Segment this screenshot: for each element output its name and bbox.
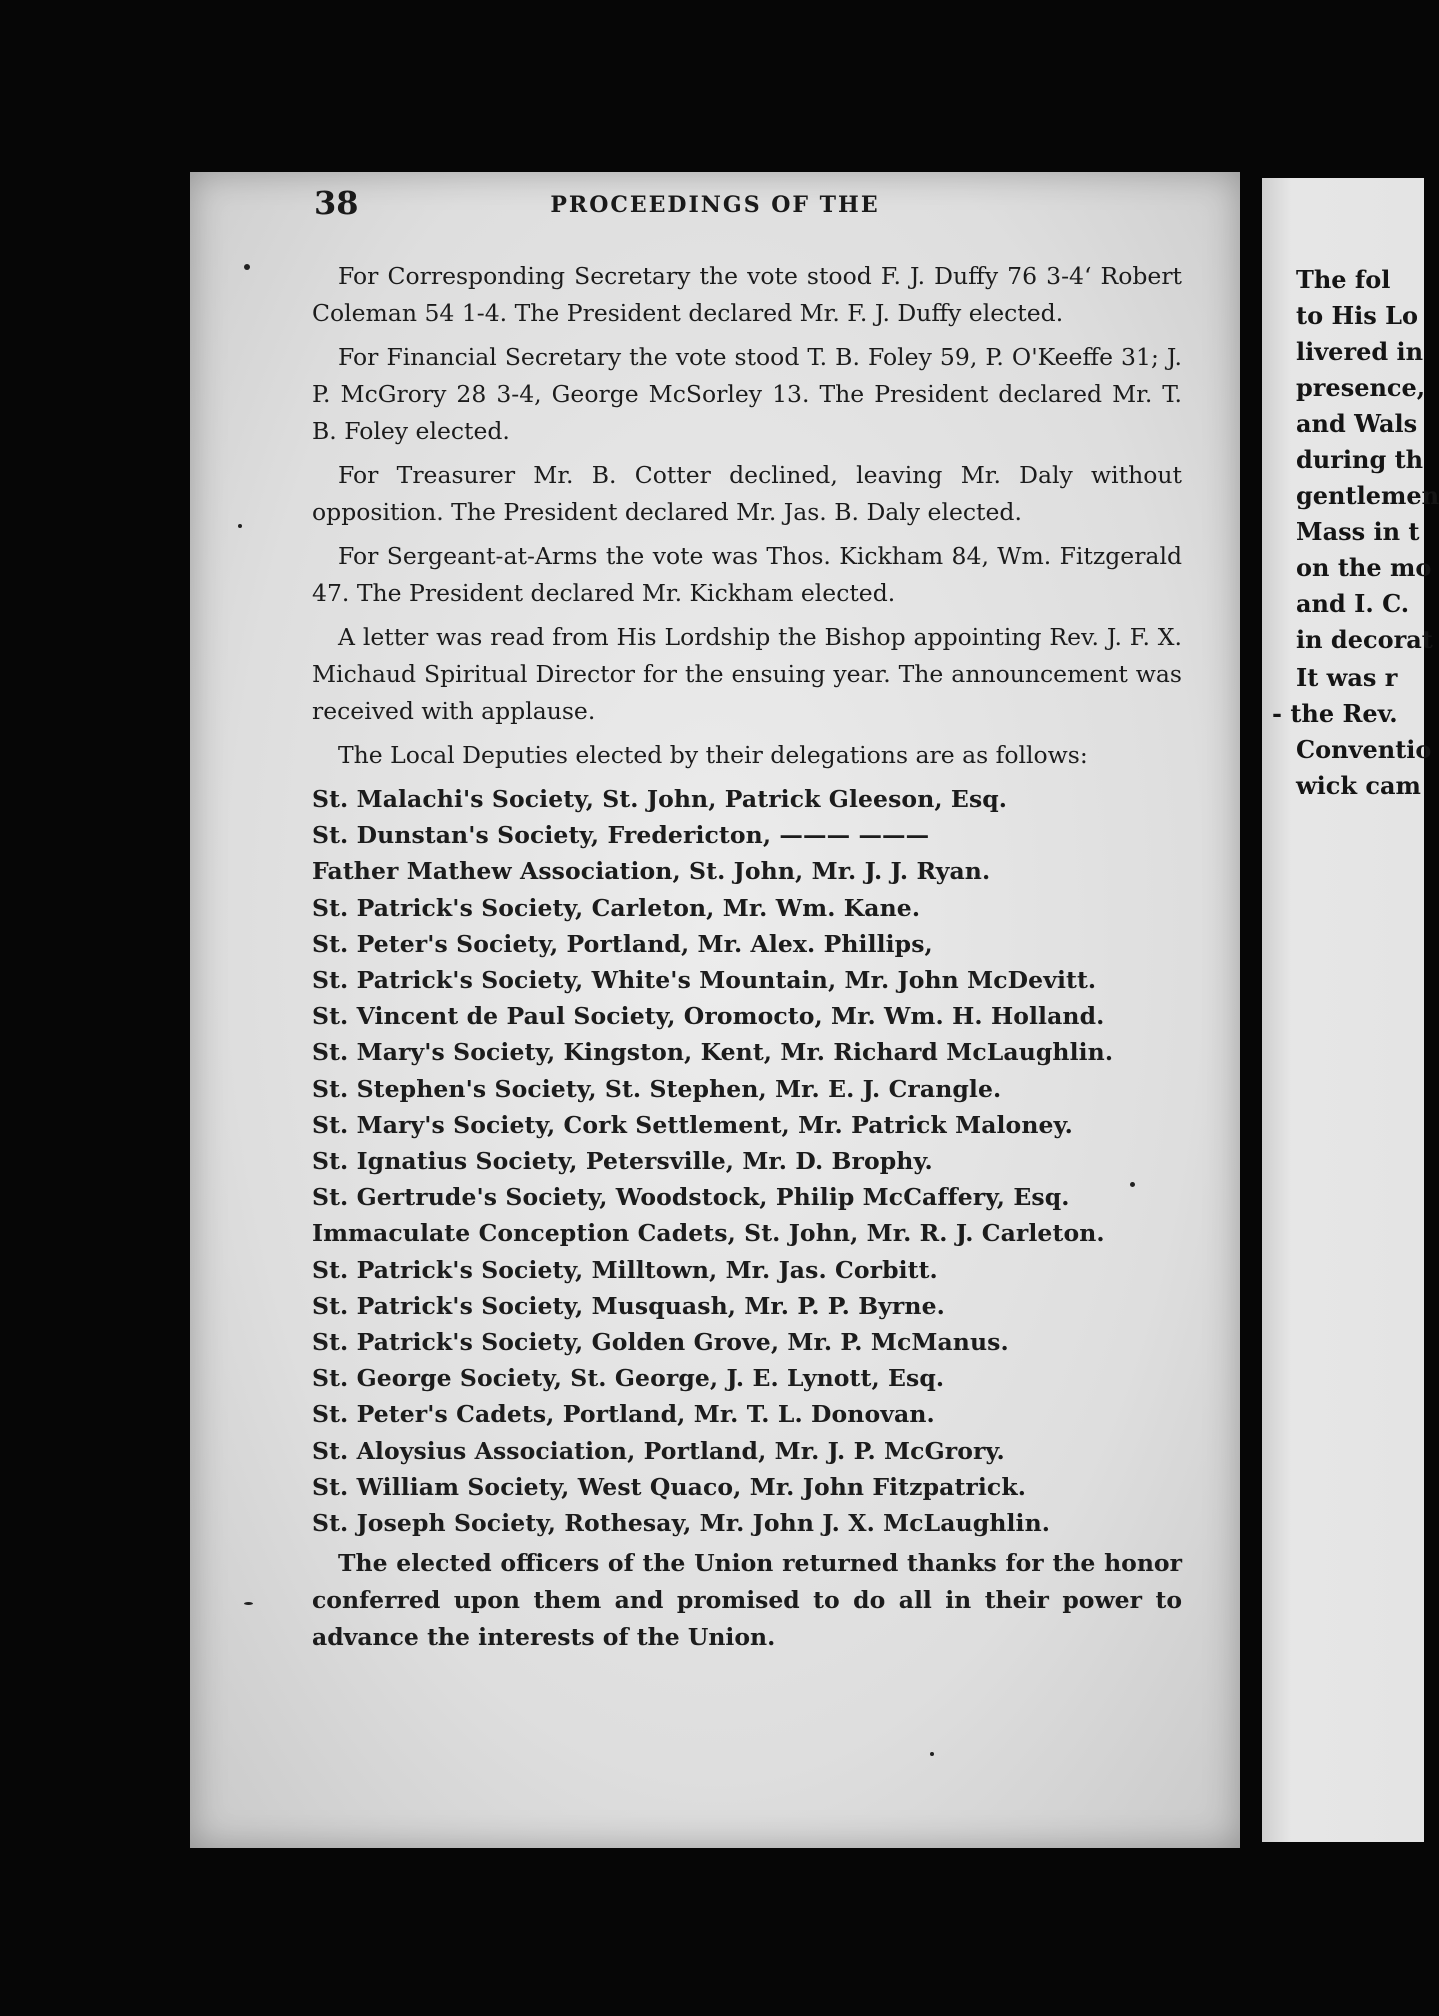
list-item: St. Mary's Society, Kingston, Kent, Mr. Richard McLaughlin.	[312, 1038, 1114, 1067]
list-item: St. Gertrude's Society, Woodstock, Philip McCaffery, Esq.	[312, 1183, 1070, 1212]
list-item: St. Patrick's Society, White's Mountain, Mr. John McDevitt.	[312, 966, 1097, 995]
body-text	[312, 258, 1182, 1656]
list-item: St. Mary's Society, Cork Settlement, Mr. Patrick Maloney.	[312, 1110, 1073, 1139]
list-item: St. Malachi's Society, St. John, Patrick Gleeson, Esq.	[312, 785, 1008, 813]
paragraph-local-deputies-intro: The Local Deputies elected by their delegations are as follows:	[338, 741, 1088, 769]
ink-speck	[244, 1602, 253, 1605]
list-item: St. Patrick's Society, Milltown, Mr. Jas. Corbitt.	[312, 1255, 938, 1284]
adjacent-line: - the Rev.	[1272, 699, 1398, 728]
paragraph-bishop-letter: A letter was read from His Lordship the Bishop appointing Rev. J. F. X. Michaud Spiritual Director for the ensuing year. The announcement was received with applause.	[312, 623, 1182, 725]
adjacent-line: Conventio	[1296, 735, 1432, 764]
adjacent-line: in decorat	[1296, 625, 1433, 654]
ink-speck	[930, 1752, 934, 1756]
list-item: Immaculate Conception Cadets, St. John, Mr. R. J. Carleton.	[312, 1219, 1105, 1248]
book-page	[190, 172, 1240, 1848]
adjacent-line: presence,	[1296, 373, 1426, 402]
deputies-list	[312, 781, 1182, 1541]
running-head	[190, 184, 1240, 228]
adjacent-line: to His Lo	[1296, 301, 1418, 330]
list-item: Father Mathew Association, St. John, Mr. J. J. Ryan.	[312, 857, 991, 886]
paragraph-financial-secretary: For Financial Secretary the vote stood T. B. Foley 59, P. O'Keeffe 31; J. P. McGrory 28 3-4, George McSorley 13. The President declared Mr. T. B. Foley elected.	[312, 343, 1182, 445]
list-item: St. Dunstan's Society, Fredericton, ——— ———	[312, 821, 930, 850]
list-item: St. Stephen's Society, St. Stephen, Mr. E. J. Crangle.	[312, 1074, 1002, 1103]
adjacent-line: It was r	[1296, 663, 1398, 692]
paragraph-treasurer: For Treasurer Mr. B. Cotter declined, leaving Mr. Daly without opposition. The President declared Mr. Jas. B. Daly elected.	[312, 461, 1182, 526]
ink-speck	[238, 524, 242, 528]
list-item: St. Peter's Cadets, Portland, Mr. T. L. Donovan.	[312, 1400, 935, 1429]
list-item: St. Peter's Society, Portland, Mr. Alex. Phillips,	[312, 929, 933, 958]
list-item: St. William Society, West Quaco, Mr. John Fitzpatrick.	[312, 1472, 1026, 1501]
list-item: St. Patrick's Society, Carleton, Mr. Wm. Kane.	[312, 893, 921, 922]
ink-speck	[1130, 1182, 1135, 1187]
adjacent-line: during th	[1296, 445, 1424, 474]
paragraph-sergeant-at-arms: For Sergeant-at-Arms the vote was Thos. Kickham 84, Wm. Fitzgerald 47. The President declared Mr. Kickham elected.	[312, 542, 1182, 607]
adjacent-line: and I. C.	[1296, 589, 1410, 618]
list-item: St. Vincent de Paul Society, Oromocto, Mr. Wm. H. Holland.	[312, 1002, 1105, 1031]
page-number: 38	[314, 184, 359, 222]
adjacent-line: wick cam	[1296, 771, 1421, 800]
adjacent-line: gentlemen	[1296, 481, 1439, 510]
adjacent-line: The fol	[1296, 265, 1391, 294]
adjacent-line: livered in	[1296, 337, 1424, 366]
list-item: St. Patrick's Society, Golden Grove, Mr. P. McManus.	[312, 1328, 1009, 1357]
list-item: St. Ignatius Society, Petersville, Mr. D. Brophy.	[312, 1147, 933, 1176]
adjacent-line: and Wals	[1296, 409, 1418, 438]
ink-speck	[244, 264, 250, 270]
paragraph-corresponding-secretary: For Corresponding Secretary the vote stood F. J. Duffy 76 3-4‘ Robert Coleman 54 1-4. The President declared Mr. F. J. Duffy elected.	[312, 262, 1182, 327]
list-item: St. Aloysius Association, Portland, Mr. J. P. McGrory.	[312, 1436, 1005, 1465]
list-item: St. George Society, St. George, J. E. Lynott, Esq.	[312, 1364, 945, 1393]
running-title: PROCEEDINGS OF THE	[550, 192, 880, 218]
adjacent-page	[1262, 178, 1439, 1842]
adjacent-line: on the mo	[1296, 553, 1432, 582]
list-item: St. Joseph Society, Rothesay, Mr. John J. X. McLaughlin.	[312, 1509, 1051, 1538]
adjacent-line: Mass in t	[1296, 517, 1420, 546]
paragraph-closing: The elected officers of the Union returned thanks for the honor conferred upon them and promised to do all in their power to advance the interests of the Union.	[312, 1549, 1182, 1652]
list-item: St. Patrick's Society, Musquash, Mr. P. P. Byrne.	[312, 1291, 945, 1320]
